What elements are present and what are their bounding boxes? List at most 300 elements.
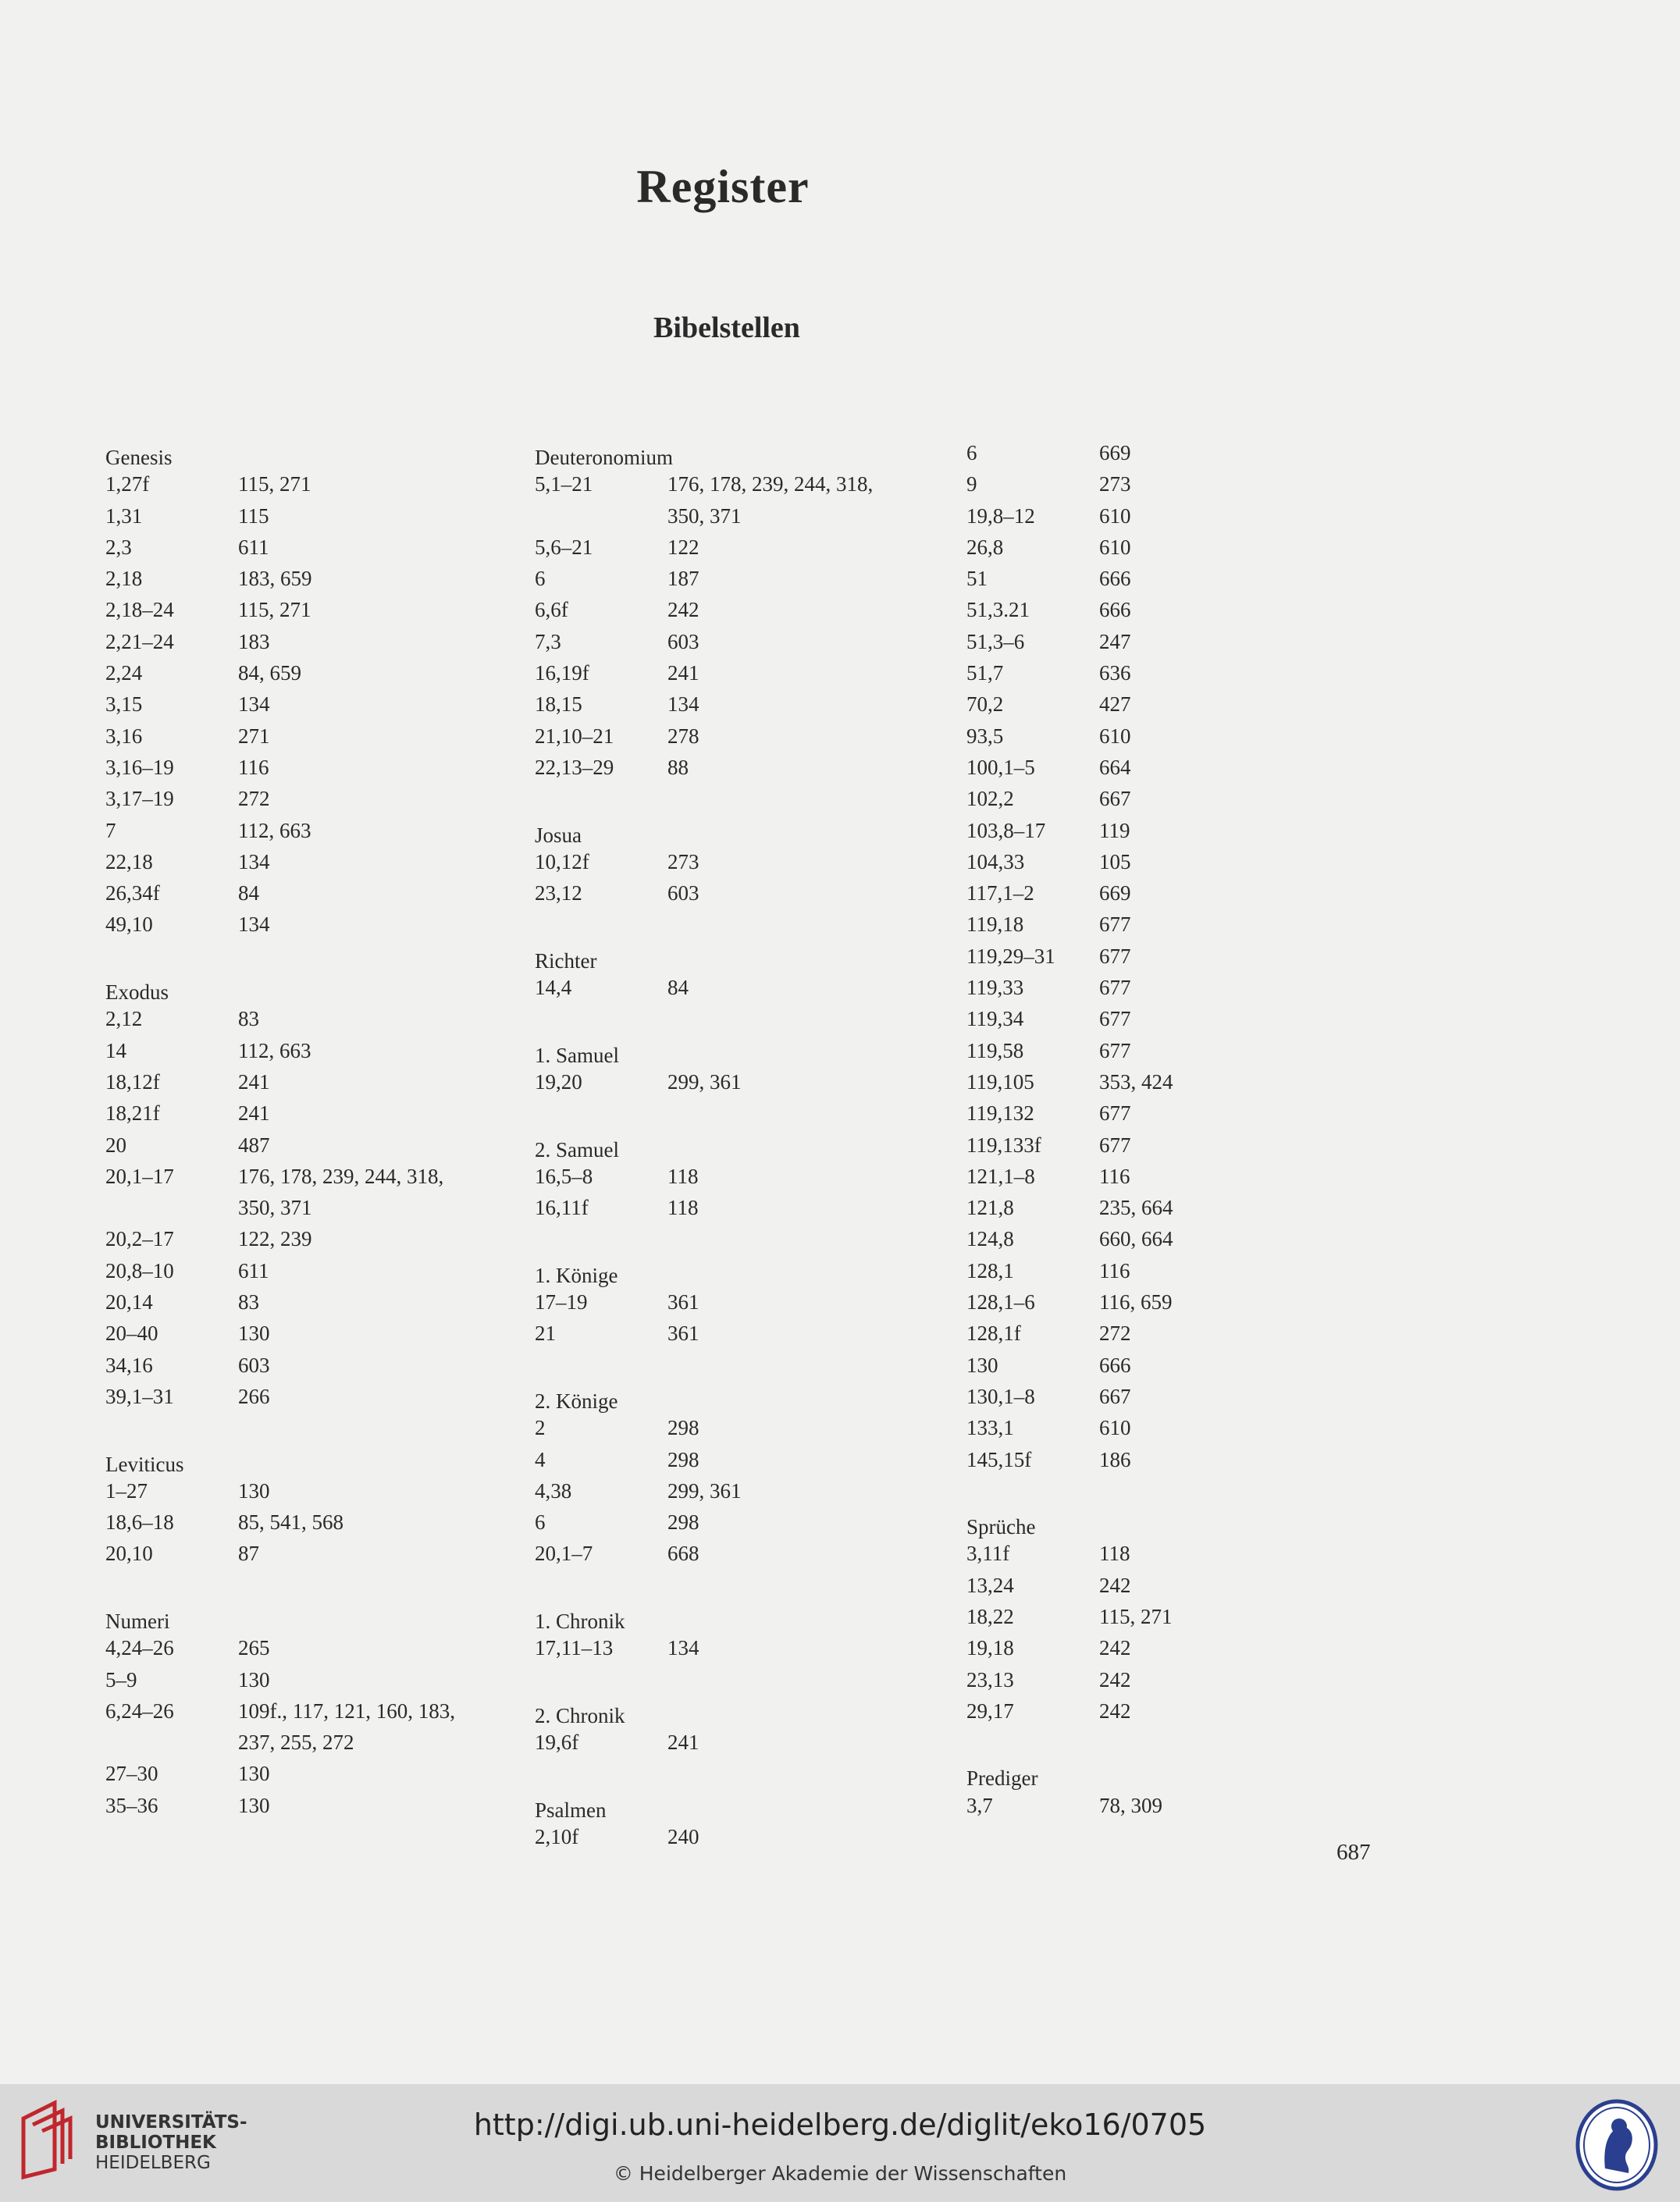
verse-reference: 18,21f bbox=[105, 1101, 160, 1126]
page-references: 660, 664 bbox=[1099, 1227, 1173, 1251]
verse-reference: 20,10 bbox=[105, 1542, 153, 1566]
page-references: 241 bbox=[667, 661, 699, 685]
verse-reference: 4,38 bbox=[535, 1478, 572, 1503]
page-references: 610 bbox=[1099, 724, 1131, 748]
page-references: 298 bbox=[667, 1510, 699, 1535]
library-name-line-2: BIBLIOTHEK bbox=[95, 2133, 216, 2153]
index-entry bbox=[105, 846, 511, 877]
page-references: 130 bbox=[238, 1762, 270, 1786]
book-heading-sprueche: Sprüche bbox=[966, 1515, 1036, 1539]
library-name-line-1: UNIVERSITÄTS- bbox=[95, 2112, 247, 2133]
page-references: 85, 541, 568 bbox=[238, 1510, 343, 1535]
page-references: 636 bbox=[1099, 661, 1131, 685]
index-entry bbox=[535, 468, 941, 532]
footer-bar bbox=[0, 2084, 1680, 2202]
verse-reference: 27–30 bbox=[105, 1762, 158, 1786]
index-entry bbox=[966, 1286, 1372, 1318]
book-heading-psalmen: Psalmen bbox=[535, 1798, 607, 1822]
page-references: 603 bbox=[667, 629, 699, 653]
verse-reference: 2,10f bbox=[535, 1825, 579, 1849]
page-references: 611 bbox=[238, 535, 269, 559]
page-references: 677 bbox=[1099, 1101, 1131, 1126]
page-references: 677 bbox=[1099, 1038, 1131, 1062]
permalink-url[interactable]: http://digi.ub.uni-heidelberg.de/diglit/eko16/0705 bbox=[473, 2108, 1207, 2142]
book-heading-1-samuel: 1. Samuel bbox=[535, 1043, 619, 1067]
verse-reference: 2,12 bbox=[105, 1007, 143, 1031]
index-entry bbox=[105, 1035, 511, 1066]
page-title: Register bbox=[636, 161, 810, 212]
page-references: 84 bbox=[238, 881, 259, 905]
index-entry bbox=[535, 563, 941, 594]
verse-reference: 2,18 bbox=[105, 567, 143, 591]
index-entry bbox=[535, 594, 941, 625]
verse-reference: 119,105 bbox=[966, 1069, 1034, 1094]
index-entry bbox=[105, 1381, 511, 1412]
page-references: 83 bbox=[238, 1007, 259, 1031]
page-references: 112, 663 bbox=[238, 1038, 311, 1062]
verse-reference: 3,16–19 bbox=[105, 755, 174, 779]
page-references: 84 bbox=[667, 976, 689, 1000]
verse-reference: 29,17 bbox=[966, 1699, 1014, 1723]
page-references: 265 bbox=[238, 1636, 270, 1660]
verse-reference: 6,24–26 bbox=[105, 1699, 174, 1723]
page-references: 84, 659 bbox=[238, 661, 301, 685]
index-entry bbox=[966, 594, 1372, 625]
book-heading-exodus: Exodus bbox=[105, 980, 169, 1005]
verse-reference: 51,7 bbox=[966, 661, 1004, 685]
verse-reference: 19,8–12 bbox=[966, 503, 1035, 528]
verse-reference: 34,16 bbox=[105, 1353, 153, 1377]
verse-reference: 119,29–31 bbox=[966, 944, 1055, 968]
index-entry bbox=[966, 468, 1372, 500]
page-references: 668 bbox=[667, 1542, 699, 1566]
book-heading-2-samuel: 2. Samuel bbox=[535, 1137, 619, 1161]
page-references: 666 bbox=[1099, 1353, 1131, 1377]
verse-reference: 22,18 bbox=[105, 849, 153, 873]
page-references: 677 bbox=[1099, 1133, 1131, 1157]
verse-reference: 39,1–31 bbox=[105, 1384, 174, 1408]
verse-reference: 3,15 bbox=[105, 692, 143, 717]
index-entry bbox=[535, 1286, 941, 1318]
page-references: 242 bbox=[667, 598, 699, 622]
entry-spacer bbox=[535, 1758, 941, 1789]
index-entry bbox=[966, 1192, 1372, 1223]
index-entry bbox=[105, 1664, 511, 1695]
index-entry bbox=[966, 1570, 1372, 1601]
page-references: 242 bbox=[1099, 1667, 1131, 1692]
page-references: 664 bbox=[1099, 755, 1131, 779]
page-references: 241 bbox=[238, 1069, 270, 1094]
verse-reference: 5–9 bbox=[105, 1667, 137, 1692]
page-references: 667 bbox=[1099, 787, 1131, 811]
index-entry bbox=[535, 532, 941, 563]
index-entry bbox=[535, 1192, 941, 1223]
index-entry bbox=[105, 1003, 511, 1034]
index-entry bbox=[535, 1507, 941, 1538]
page-references: 118 bbox=[1099, 1542, 1130, 1566]
verse-reference: 14,4 bbox=[535, 976, 572, 1000]
verse-reference: 3,11f bbox=[966, 1542, 1010, 1566]
page-references: 116, 659 bbox=[1099, 1290, 1173, 1314]
verse-reference: 1,27f bbox=[105, 472, 150, 496]
index-entry bbox=[535, 972, 941, 1003]
page-references: 88 bbox=[667, 755, 689, 779]
book-heading-prediger: Prediger bbox=[966, 1766, 1038, 1791]
entry-spacer bbox=[535, 1003, 941, 1034]
book-heading-2-chronik: 2. Chronik bbox=[535, 1703, 625, 1727]
page-references: 122, 239 bbox=[238, 1227, 312, 1251]
index-entry bbox=[105, 1790, 511, 1821]
index-entry bbox=[105, 1475, 511, 1507]
index-entry bbox=[535, 877, 941, 909]
page-references: 298 bbox=[667, 1416, 699, 1440]
index-entry bbox=[105, 1255, 511, 1286]
entry-spacer bbox=[966, 1475, 1372, 1507]
entry-spacer bbox=[105, 1412, 511, 1443]
page-references: 105 bbox=[1099, 849, 1131, 873]
page-references: 183 bbox=[238, 629, 270, 653]
index-entry bbox=[966, 1381, 1372, 1412]
index-entry bbox=[966, 909, 1372, 940]
page-references: 677 bbox=[1099, 1007, 1131, 1031]
index-entry bbox=[105, 909, 511, 940]
page-references: 247 bbox=[1099, 629, 1131, 653]
book-heading-2-koenige: 2. Könige bbox=[535, 1389, 618, 1413]
page-references: 353, 424 bbox=[1099, 1069, 1173, 1094]
page-references: 361 bbox=[667, 1322, 699, 1346]
page-references: 116 bbox=[1099, 1164, 1130, 1188]
verse-reference: 130,1–8 bbox=[966, 1384, 1035, 1408]
verse-reference: 124,8 bbox=[966, 1227, 1014, 1251]
index-entry bbox=[105, 1632, 511, 1663]
entry-spacer bbox=[966, 1727, 1372, 1758]
page-references: 603 bbox=[238, 1353, 270, 1377]
verse-reference: 35–36 bbox=[105, 1793, 158, 1817]
book-heading-josua: Josua bbox=[535, 823, 582, 847]
verse-reference: 17,11–13 bbox=[535, 1636, 614, 1660]
page-references: 115, 271 bbox=[238, 598, 311, 622]
page-references: 134 bbox=[238, 849, 270, 873]
book-heading-1-koenige: 1. Könige bbox=[535, 1263, 618, 1287]
page-references: 361 bbox=[667, 1290, 699, 1314]
verse-reference: 2 bbox=[535, 1416, 546, 1440]
index-entry bbox=[966, 1161, 1372, 1192]
verse-reference: 119,58 bbox=[966, 1038, 1024, 1062]
page-references: 677 bbox=[1099, 912, 1131, 937]
page-references: 122 bbox=[667, 535, 699, 559]
page-references: 487 bbox=[238, 1133, 270, 1157]
index-entry bbox=[105, 1538, 511, 1569]
index-entry bbox=[105, 1695, 511, 1759]
index-entry bbox=[105, 1097, 511, 1129]
index-entry bbox=[966, 1003, 1372, 1034]
page-references: 273 bbox=[667, 849, 699, 873]
page-references: 610 bbox=[1099, 535, 1131, 559]
entry-spacer bbox=[535, 1350, 941, 1381]
verse-reference: 20,8–10 bbox=[105, 1258, 174, 1282]
index-entry bbox=[966, 1601, 1372, 1632]
index-entry bbox=[105, 1507, 511, 1538]
index-entry bbox=[535, 1632, 941, 1663]
page-references: 87 bbox=[238, 1542, 259, 1566]
copyright-notice: © Heidelberger Akademie der Wissenschaften bbox=[613, 2162, 1067, 2185]
index-entry bbox=[966, 1444, 1372, 1475]
verse-reference: 3,16 bbox=[105, 724, 143, 748]
page-references: 134 bbox=[667, 692, 699, 717]
page-references: 603 bbox=[667, 881, 699, 905]
page-references: 666 bbox=[1099, 567, 1131, 591]
index-entry bbox=[535, 1444, 941, 1475]
verse-reference: 4,24–26 bbox=[105, 1636, 174, 1660]
index-entry bbox=[966, 1412, 1372, 1443]
verse-reference: 5,1–21 bbox=[535, 472, 593, 496]
entry-spacer bbox=[535, 1223, 941, 1254]
index-entry bbox=[966, 688, 1372, 720]
page-references: 130 bbox=[238, 1322, 270, 1346]
verse-reference: 102,2 bbox=[966, 787, 1014, 811]
page-references: 83 bbox=[238, 1290, 259, 1314]
page-references: 242 bbox=[1099, 1573, 1131, 1597]
verse-reference: 2,18–24 bbox=[105, 598, 174, 622]
page-references: 118 bbox=[667, 1196, 699, 1220]
verse-reference: 20,1–7 bbox=[535, 1542, 593, 1566]
index-entry bbox=[966, 626, 1372, 657]
entry-spacer bbox=[535, 909, 941, 940]
entry-spacer bbox=[105, 941, 511, 972]
university-seal-icon bbox=[1574, 2098, 1660, 2192]
index-entry bbox=[105, 783, 511, 814]
verse-reference: 119,18 bbox=[966, 912, 1024, 937]
index-entry bbox=[966, 500, 1372, 532]
page-references: 183, 659 bbox=[238, 567, 312, 591]
section-subtitle: Bibelstellen bbox=[653, 311, 800, 344]
verse-reference: 70,2 bbox=[966, 692, 1004, 717]
index-entry bbox=[105, 1286, 511, 1318]
index-entry bbox=[105, 815, 511, 846]
verse-reference: 145,15f bbox=[966, 1447, 1032, 1471]
verse-reference: 6 bbox=[535, 567, 546, 591]
index-entry bbox=[966, 437, 1372, 468]
page-references: 78, 309 bbox=[1099, 1793, 1162, 1817]
index-entry bbox=[966, 1790, 1372, 1821]
page-references: 677 bbox=[1099, 976, 1131, 1000]
verse-reference: 20,14 bbox=[105, 1290, 153, 1314]
index-entry bbox=[105, 1161, 511, 1224]
verse-reference: 18,22 bbox=[966, 1604, 1014, 1628]
page-references: 115 bbox=[238, 503, 269, 528]
index-entry bbox=[535, 1727, 941, 1758]
page-references: 271 bbox=[238, 724, 270, 748]
verse-reference: 51,3–6 bbox=[966, 629, 1025, 653]
verse-reference: 17–19 bbox=[535, 1290, 588, 1314]
verse-reference: 21,10–21 bbox=[535, 724, 614, 748]
page-references: 611 bbox=[238, 1258, 269, 1282]
index-entry bbox=[966, 1538, 1372, 1569]
index-entry bbox=[966, 941, 1372, 972]
verse-reference: 16,5–8 bbox=[535, 1164, 593, 1188]
index-entry bbox=[966, 1318, 1372, 1349]
verse-reference: 7,3 bbox=[535, 629, 561, 653]
verse-reference: 7 bbox=[105, 818, 116, 842]
verse-reference: 119,34 bbox=[966, 1007, 1024, 1031]
verse-reference: 9 bbox=[966, 472, 977, 496]
verse-reference: 23,12 bbox=[535, 881, 582, 905]
page-references: 112, 663 bbox=[238, 818, 311, 842]
verse-reference: 20 bbox=[105, 1133, 126, 1157]
page-references: 241 bbox=[667, 1731, 699, 1755]
index-entry bbox=[105, 752, 511, 783]
verse-reference: 18,12f bbox=[105, 1069, 160, 1094]
page-references: 130 bbox=[238, 1478, 270, 1503]
verse-reference: 128,1 bbox=[966, 1258, 1014, 1282]
index-entry bbox=[535, 657, 941, 688]
verse-reference: 133,1 bbox=[966, 1416, 1014, 1440]
verse-reference: 26,8 bbox=[966, 535, 1004, 559]
index-entry bbox=[105, 688, 511, 720]
index-entry bbox=[105, 1350, 511, 1381]
verse-reference: 16,11f bbox=[535, 1196, 589, 1220]
page-references: 130 bbox=[238, 1793, 270, 1817]
page-references: 667 bbox=[1099, 1384, 1131, 1408]
page-number: 687 bbox=[1337, 1840, 1371, 1865]
verse-reference: 6 bbox=[966, 441, 977, 464]
page-references: 176, 178, 239, 244, 318, 350, 371 bbox=[667, 472, 874, 528]
verse-reference: 117,1–2 bbox=[966, 881, 1034, 905]
index-entry bbox=[535, 1412, 941, 1443]
page-references: 298 bbox=[667, 1447, 699, 1471]
index-entry bbox=[966, 1255, 1372, 1286]
index-entry bbox=[966, 1350, 1372, 1381]
page-references: 176, 178, 239, 244, 318, 350, 371 bbox=[238, 1164, 444, 1220]
verse-reference: 100,1–5 bbox=[966, 755, 1035, 779]
index-entry bbox=[105, 563, 511, 594]
page-references: 134 bbox=[238, 912, 270, 937]
index-entry bbox=[105, 1758, 511, 1789]
index-entry bbox=[105, 468, 511, 500]
verse-reference: 128,1f bbox=[966, 1322, 1021, 1346]
verse-reference: 49,10 bbox=[105, 912, 153, 937]
index-entry bbox=[535, 1475, 941, 1507]
index-entry bbox=[966, 815, 1372, 846]
page-references: 299, 361 bbox=[667, 1478, 742, 1503]
verse-reference: 3,17–19 bbox=[105, 787, 174, 811]
index-entry bbox=[966, 752, 1372, 783]
page-references: 669 bbox=[1099, 881, 1131, 905]
index-entry bbox=[105, 877, 511, 909]
page-references: 666 bbox=[1099, 598, 1131, 622]
index-entry bbox=[966, 1695, 1372, 1727]
page-references: 134 bbox=[667, 1636, 699, 1660]
verse-reference: 104,33 bbox=[966, 849, 1025, 873]
library-name-line-3: HEIDELBERG bbox=[95, 2153, 211, 2173]
verse-reference: 128,1–6 bbox=[966, 1290, 1035, 1314]
page-references: 266 bbox=[238, 1384, 270, 1408]
index-entry bbox=[535, 1161, 941, 1192]
book-heading-1-chronik: 1. Chronik bbox=[535, 1609, 625, 1633]
index-entry bbox=[966, 657, 1372, 688]
page-references: 610 bbox=[1099, 503, 1131, 528]
page-references: 115, 271 bbox=[238, 472, 311, 496]
entry-spacer bbox=[535, 783, 941, 814]
page-references: 118 bbox=[667, 1164, 699, 1188]
index-entry bbox=[105, 1318, 511, 1349]
index-entry bbox=[535, 752, 941, 783]
index-entry bbox=[535, 1318, 941, 1349]
entry-spacer bbox=[535, 1097, 941, 1129]
verse-reference: 20,1–17 bbox=[105, 1164, 174, 1188]
index-entry bbox=[105, 532, 511, 563]
page-references: 272 bbox=[238, 787, 270, 811]
verse-reference: 19,20 bbox=[535, 1069, 582, 1094]
book-heading-genesis: Genesis bbox=[105, 446, 173, 469]
index-entry bbox=[105, 1066, 511, 1097]
page-references: 273 bbox=[1099, 472, 1131, 496]
index-entry bbox=[966, 1632, 1372, 1663]
verse-reference: 14 bbox=[105, 1038, 126, 1062]
verse-reference: 93,5 bbox=[966, 724, 1004, 748]
verse-reference: 130 bbox=[966, 1353, 998, 1377]
index-entry bbox=[966, 846, 1372, 877]
page-references: 187 bbox=[667, 567, 699, 591]
index-entry bbox=[535, 626, 941, 657]
verse-reference: 121,1–8 bbox=[966, 1164, 1035, 1188]
verse-reference: 119,133f bbox=[966, 1133, 1041, 1157]
page-references: 242 bbox=[1099, 1636, 1131, 1660]
index-entry bbox=[966, 877, 1372, 909]
page-references: 669 bbox=[1099, 441, 1131, 464]
index-entry bbox=[105, 594, 511, 625]
index-entry bbox=[105, 626, 511, 657]
index-column-3 bbox=[966, 437, 1372, 1821]
verse-reference: 2,24 bbox=[105, 661, 143, 685]
index-entry bbox=[966, 783, 1372, 814]
verse-reference: 2,3 bbox=[105, 535, 132, 559]
verse-reference: 5,6–21 bbox=[535, 535, 593, 559]
page-references: 272 bbox=[1099, 1322, 1131, 1346]
index-entry bbox=[966, 1035, 1372, 1066]
verse-reference: 10,12f bbox=[535, 849, 589, 873]
page-references: 610 bbox=[1099, 1416, 1131, 1440]
index-entry bbox=[535, 1066, 941, 1097]
page-references: 116 bbox=[1099, 1258, 1130, 1282]
page-references: 119 bbox=[1099, 818, 1130, 842]
verse-reference: 6,6f bbox=[535, 598, 568, 622]
page-references: 677 bbox=[1099, 944, 1131, 968]
index-entry bbox=[966, 720, 1372, 752]
index-entry bbox=[966, 1097, 1372, 1129]
verse-reference: 20,2–17 bbox=[105, 1227, 174, 1251]
page-references: 240 bbox=[667, 1825, 699, 1849]
verse-reference: 18,15 bbox=[535, 692, 582, 717]
verse-reference: 13,24 bbox=[966, 1573, 1014, 1597]
page-references: 299, 361 bbox=[667, 1069, 742, 1094]
index-entry bbox=[105, 720, 511, 752]
entry-spacer bbox=[105, 1570, 511, 1601]
index-entry bbox=[535, 1538, 941, 1569]
entry-spacer bbox=[535, 1570, 941, 1601]
index-entry bbox=[105, 1223, 511, 1254]
verse-reference: 2,21–24 bbox=[105, 629, 174, 653]
page-references: 241 bbox=[238, 1101, 270, 1126]
verse-reference: 21 bbox=[535, 1322, 556, 1346]
index-entry bbox=[105, 1129, 511, 1161]
index-entry bbox=[535, 688, 941, 720]
verse-reference: 16,19f bbox=[535, 661, 589, 685]
page-references: 235, 664 bbox=[1099, 1196, 1173, 1220]
book-heading-richter: Richter bbox=[535, 948, 597, 973]
verse-reference: 103,8–17 bbox=[966, 818, 1046, 842]
verse-reference: 18,6–18 bbox=[105, 1510, 174, 1535]
